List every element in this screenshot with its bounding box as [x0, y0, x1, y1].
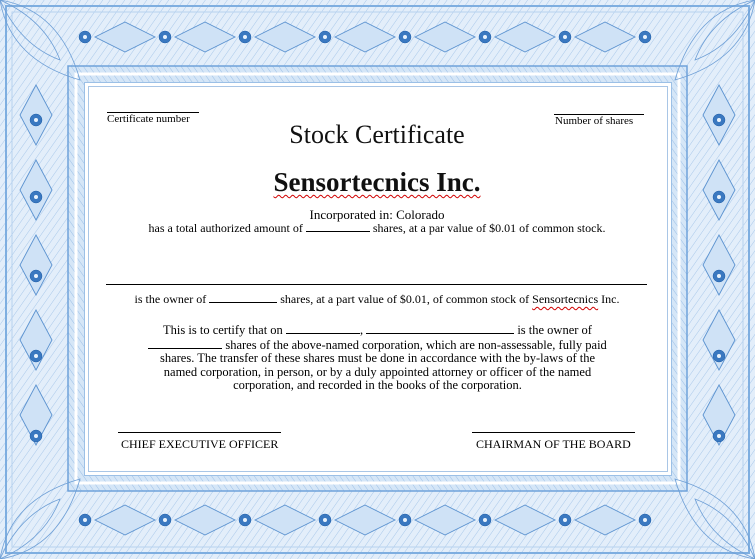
ceo-signature-label: CHIEF EXECUTIVE OFFICER	[121, 437, 279, 451]
certify-text-3: shares of the above-named corporation, which are non-assessable, fully paid	[225, 337, 607, 352]
owner-shares-blank	[209, 292, 277, 303]
chairman-signature-line	[472, 432, 635, 433]
certification-paragraph	[140, 323, 615, 393]
certify-line-3: shares. The transfer of these shares must be done in accordance with the by-laws of the	[159, 351, 596, 365]
certificate-number-label: Certificate number	[107, 113, 190, 125]
owner-text-after: shares, at a part value of $0.01, of common stock of	[280, 292, 530, 306]
authorized-amount-blank	[306, 221, 370, 232]
certify-line-1: This is to certify that on , is the owner of	[163, 323, 592, 337]
certificate-title: Stock Certificate	[289, 120, 465, 149]
authorized-text-before: has a total authorized amount of	[148, 221, 303, 235]
ceo-signature-line	[118, 432, 281, 433]
incorporated-prefix: Incorporated in:	[309, 207, 397, 222]
certify-date-blank	[286, 323, 360, 334]
certify-name-blank	[366, 323, 514, 334]
owner-line	[88, 292, 666, 307]
authorized-line	[88, 221, 666, 236]
certify-shares-blank	[148, 338, 222, 349]
number-of-shares-label: Number of shares	[555, 115, 634, 127]
incorporated-state: Colorado	[396, 207, 445, 222]
certify-line-5: corporation, and recorded in the books of the corporation.	[233, 378, 522, 392]
certify-line-2	[140, 338, 615, 353]
authorized-text-after: shares, at a par value of $0.01 of common stock.	[372, 221, 606, 235]
owner-company-name: Sensortecnics	[532, 292, 599, 306]
owner-company-suffix: Inc.	[601, 292, 620, 306]
company-name: Sensortecnics Inc.	[273, 167, 481, 197]
certify-line-4: named corporation, in person, or by a duly appointed attorney or officer of the named	[163, 364, 592, 379]
chairman-signature-label: CHAIRMAN OF THE BOARD	[476, 437, 631, 451]
owner-name-line	[106, 284, 647, 285]
company-name-heading	[88, 167, 666, 198]
certify-text-1: This is to certify that on	[163, 323, 283, 337]
certify-text-2: is the owner of	[517, 323, 592, 337]
owner-text-before: is the owner of	[134, 292, 207, 306]
